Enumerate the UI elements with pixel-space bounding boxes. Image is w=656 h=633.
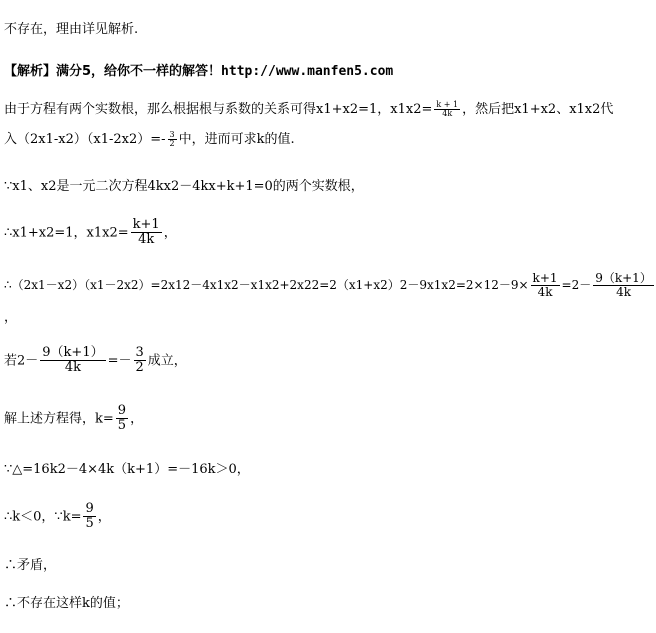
denominator: 4k: [64, 360, 82, 376]
text-segment: ∴（2x1－x2）（x1－2x2）=2x12－4x1x2－x1x2+2x22=2（x1+x2）2－9x1x2=2×12－9×: [4, 278, 529, 293]
fraction: [134, 346, 146, 376]
fraction: [131, 218, 162, 248]
denominator: 2: [169, 139, 175, 148]
fraction: [593, 272, 654, 299]
answer-text: 不存在，理由详见解析.: [4, 22, 139, 37]
numerator: 9（k+1）: [42, 345, 104, 360]
denominator: 5: [85, 516, 94, 532]
text-segment: ，: [97, 509, 111, 525]
denominator: 4k: [537, 285, 553, 300]
step-conclusion: [4, 592, 129, 611]
numerator: 3: [169, 130, 175, 139]
step-compare: [4, 502, 111, 532]
text-segment: 由于方程有两个实数根，那么根据根与系数的关系可得x1+x2=1，x1x2=: [4, 102, 433, 117]
numerator: 9: [117, 403, 127, 418]
numerator: 9（k+1）: [595, 271, 652, 285]
text-segment: 入（2x1-x2）（x1-2x2）=-: [4, 132, 166, 147]
step-discriminant: [4, 458, 250, 477]
step-contradiction: [4, 554, 56, 573]
text-segment: ∴不存在这样k的值；: [4, 596, 129, 611]
fraction: [83, 502, 95, 532]
step-solve: [4, 404, 143, 434]
denominator: 2: [135, 360, 144, 376]
text-segment: 若2－: [4, 353, 39, 369]
numerator: k+1: [532, 271, 558, 285]
numerator: 9: [85, 501, 94, 516]
text-segment: ，然后把x1+x2、x1x2代: [462, 102, 614, 117]
text-segment: ，: [163, 225, 177, 241]
analysis-header: [4, 60, 393, 79]
fraction: [434, 101, 460, 118]
text-segment: =2－: [561, 278, 592, 293]
step-roots: [4, 175, 364, 194]
text-segment: ，: [130, 411, 144, 427]
denominator: 4k: [442, 109, 453, 118]
fraction: [116, 404, 128, 434]
step-expand: [4, 272, 656, 299]
text-segment: ∴x1+x2=1，x1x2=: [4, 225, 129, 241]
step-vieta: [4, 218, 177, 248]
denominator: 4k: [616, 285, 631, 300]
text-segment: 中，进而可求k的值.: [178, 132, 295, 147]
analysis-tag: 【解析】满分5，给你不一样的解答！: [4, 64, 222, 79]
text-segment: 解上述方程得，k=: [4, 411, 114, 427]
step-expand-tail: [4, 306, 17, 325]
fraction: [531, 272, 560, 299]
text-segment: ∴k＜0，∵k=: [4, 509, 82, 525]
numerator: k + 1: [436, 100, 459, 109]
text-segment: ，: [4, 310, 18, 325]
text-segment: ∵△=16k2－4×4k（k+1）=－16k＞0，: [4, 462, 250, 477]
explanation-line-2: [4, 128, 295, 148]
text-segment: 成立，: [147, 353, 187, 369]
text-segment: ∴矛盾，: [4, 558, 57, 573]
step-condition: [4, 346, 187, 376]
explanation-line-1: [4, 98, 613, 118]
denominator: 4k: [138, 232, 155, 248]
numerator: 3: [135, 345, 144, 360]
text-segment: =－: [107, 353, 132, 369]
fraction: [168, 131, 177, 148]
source-url[interactable]: http://www.manfen5.com: [221, 64, 394, 79]
text-segment: ∵x1、x2是一元二次方程4kx2－4kx+k+1=0的两个实数根，: [4, 179, 364, 194]
answer-line: [4, 18, 138, 37]
numerator: k+1: [132, 217, 160, 232]
denominator: 5: [117, 418, 127, 434]
fraction: [40, 346, 105, 376]
